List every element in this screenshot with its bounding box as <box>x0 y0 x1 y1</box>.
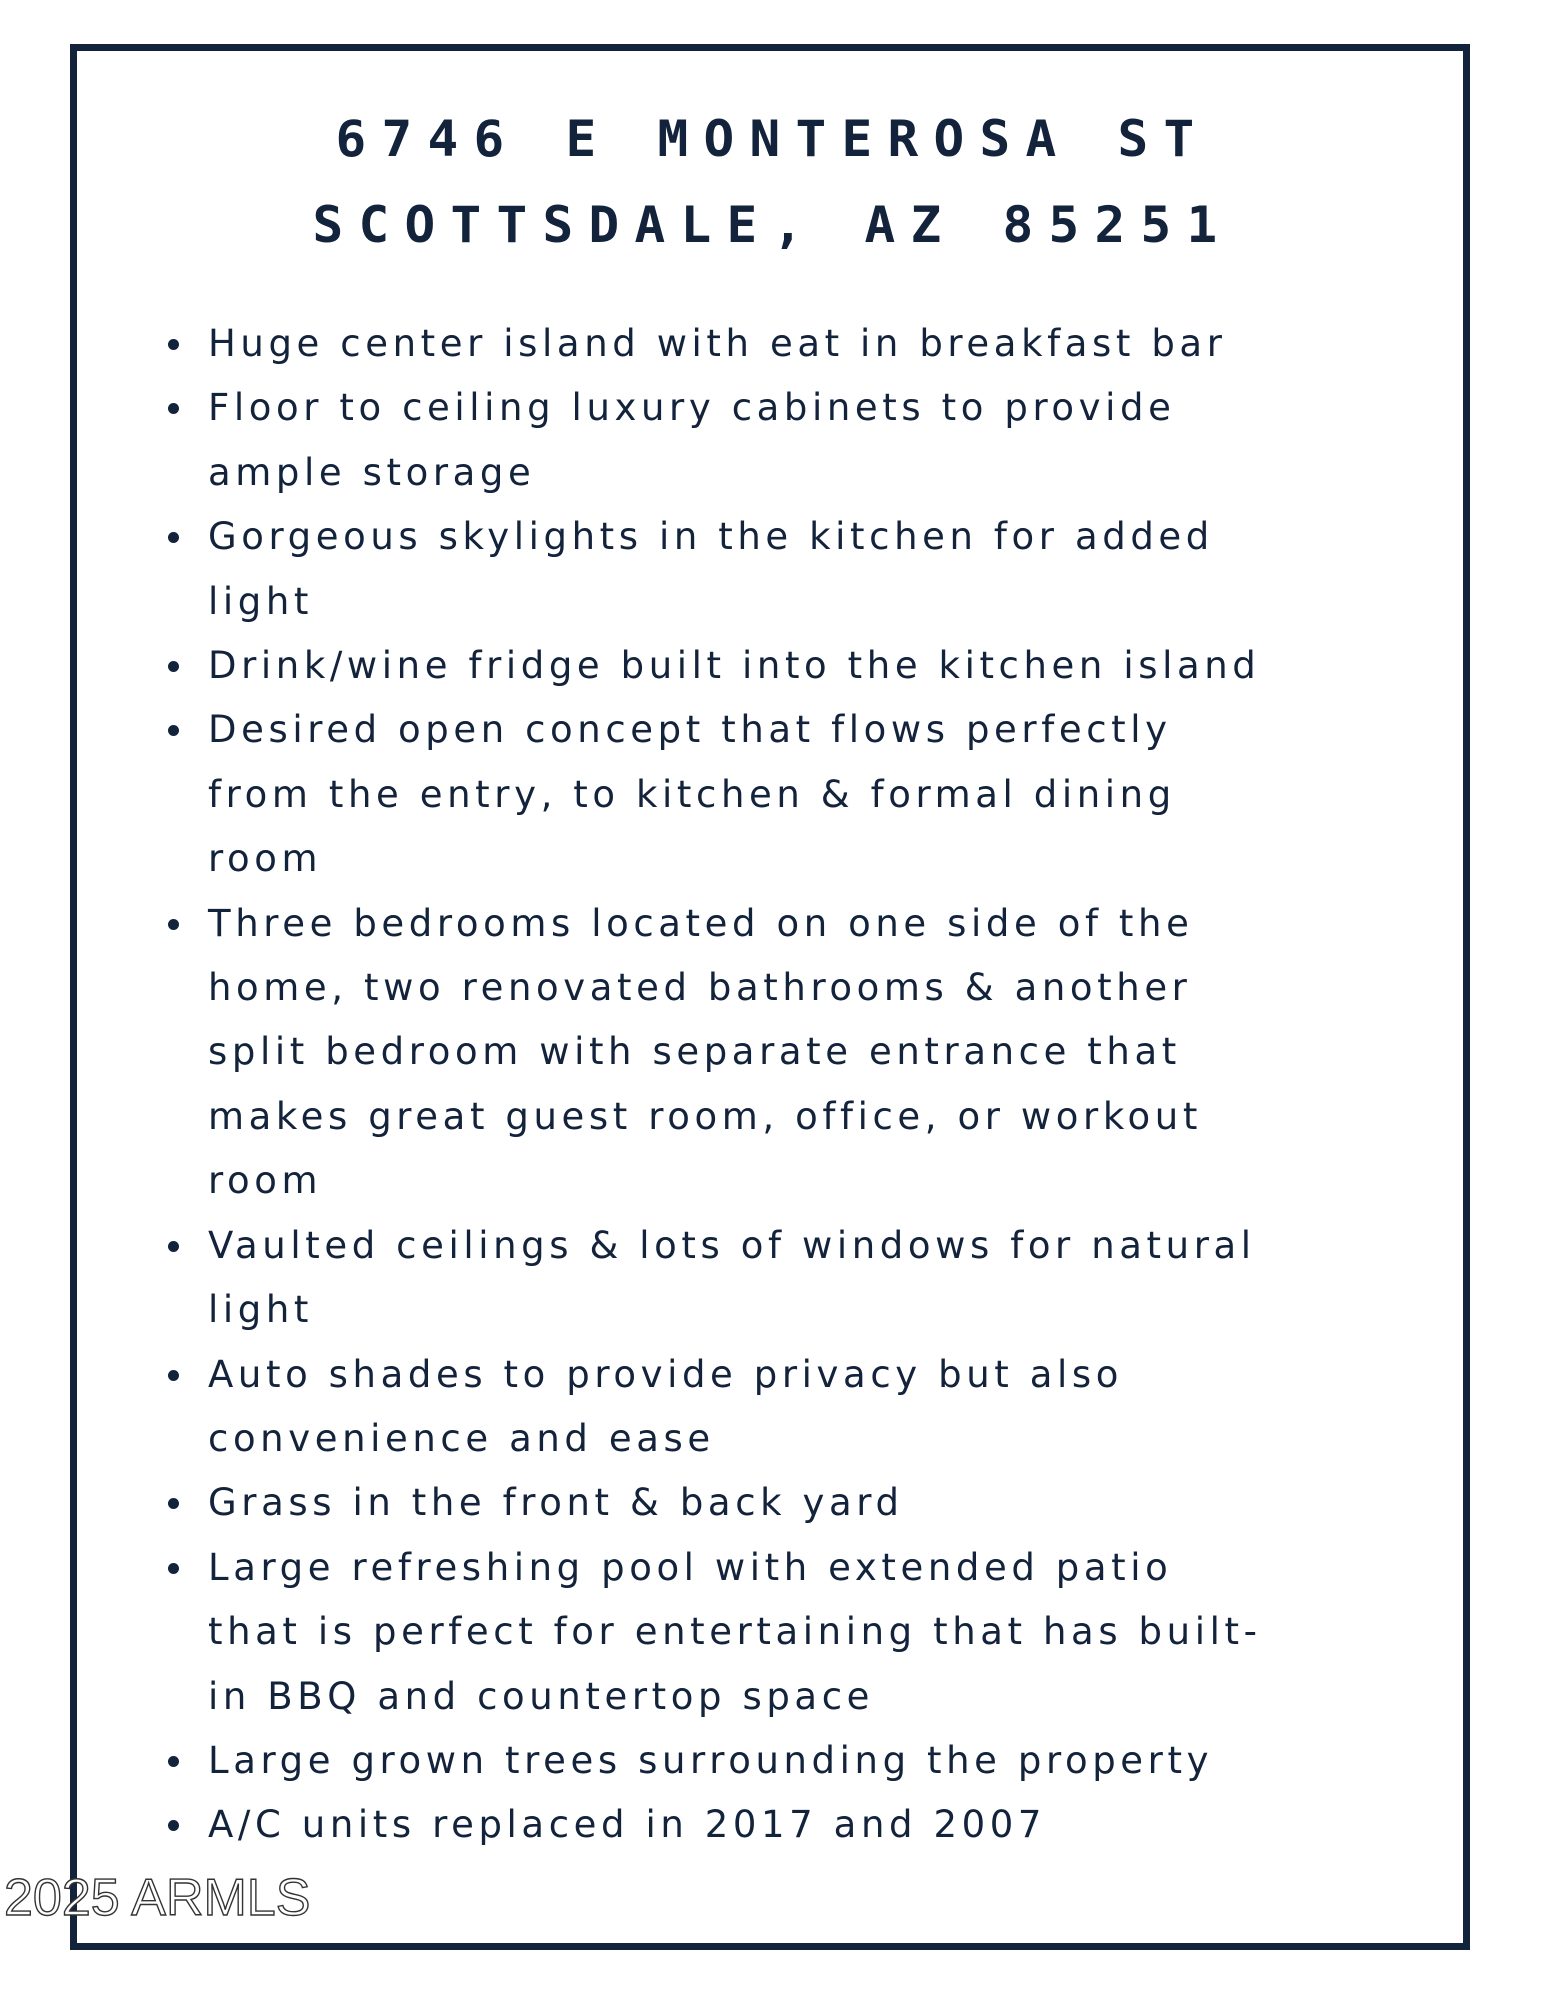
feature-item <box>160 1793 1420 1857</box>
bullet-icon <box>168 1756 179 1767</box>
bullet-icon <box>168 532 179 543</box>
bullet-icon <box>168 1370 179 1381</box>
bullet-icon <box>168 725 179 736</box>
feature-text: Drink/wine fridge built into the kitchen island <box>208 644 1261 688</box>
feature-item <box>160 1214 1420 1343</box>
feature-text: Large refreshing pool with extended patio that is perfect for entertaining that has built- in BBQ and countertop space <box>208 1545 1262 1718</box>
bullet-icon <box>168 1820 179 1831</box>
property-address <box>0 96 1545 268</box>
feature-text: Desired open concept that flows perfectly from the entry, to kitchen & formal dining room <box>208 708 1176 881</box>
feature-item <box>160 1729 1420 1793</box>
feature-text: Grass in the front & back yard <box>208 1481 904 1525</box>
bullet-icon <box>168 1241 179 1252</box>
bullet-icon <box>168 919 179 930</box>
bullet-icon <box>168 1563 179 1574</box>
feature-item <box>160 698 1420 891</box>
bullet-icon <box>168 403 179 414</box>
feature-item <box>160 634 1420 698</box>
feature-item <box>160 312 1420 376</box>
feature-text: Gorgeous skylights in the kitchen for added light <box>208 515 1214 623</box>
feature-item <box>160 1471 1420 1535</box>
bullet-icon <box>168 661 179 672</box>
bullet-icon <box>168 339 179 350</box>
bullet-icon <box>168 1498 179 1509</box>
feature-item <box>160 1343 1420 1472</box>
feature-text: Auto shades to provide privacy but also convenience and ease <box>208 1352 1123 1460</box>
feature-text: Floor to ceiling luxury cabinets to provide ample storage <box>208 386 1176 494</box>
address-city-state-zip: SCOTTSDALE, AZ 85251 <box>312 196 1233 254</box>
feature-list <box>160 312 1420 1858</box>
feature-text: Vaulted ceilings & lots of windows for natural light <box>208 1223 1256 1332</box>
feature-text: Large grown trees surrounding the property <box>208 1738 1214 1782</box>
feature-text: Huge center island with eat in breakfast bar <box>208 322 1227 365</box>
address-street: 6746 E MONTEROSA ST <box>335 110 1210 168</box>
copyright-watermark: 2025 ARMLS <box>4 1869 311 1927</box>
feature-item <box>160 376 1420 505</box>
feature-item <box>160 505 1420 634</box>
feature-text: Three bedrooms located on one side of the home, two renovated bathrooms & another split bedroom with separate entrance that makes great guest room, office, or workout room <box>208 901 1202 1203</box>
feature-item <box>160 1536 1420 1729</box>
feature-text: A/C units replaced in 2017 and 2007 <box>208 1803 1047 1847</box>
feature-item <box>160 892 1420 1214</box>
